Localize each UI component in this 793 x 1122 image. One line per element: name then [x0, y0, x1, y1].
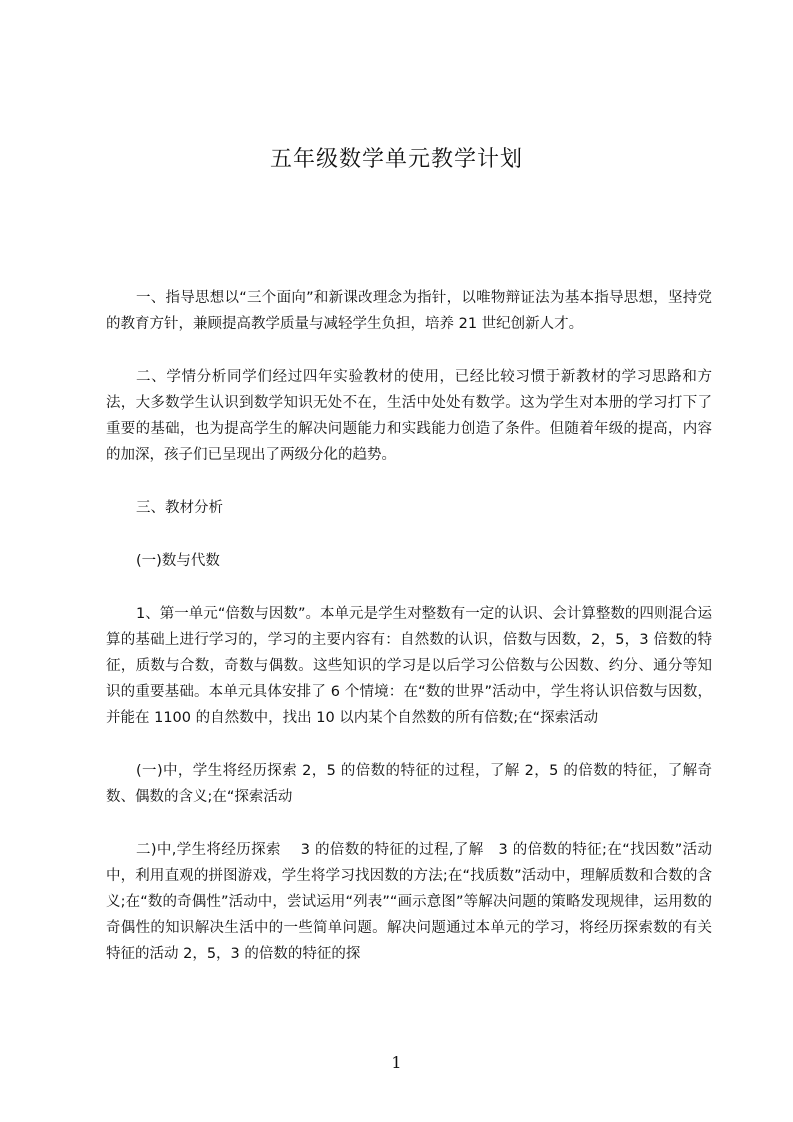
paragraph-guiding-thought: 一、指导思想以“三个面向”和新课改理念为指针，以唯物辩证法为基本指导思想，坚持党的教育方针，兼顾提高教学质量与减轻学生负担，培养 21 世纪创新人才。 [106, 290, 712, 332]
subsection-heading-numbers-algebra: (一)数与代数 [136, 553, 220, 569]
paragraph-explore-activity-two: 二)中,学生将经历探索 3 的倍数的特征的过程,了解 3 的倍数的特征;在“找因数”活动中，利用直观的拼图游戏，学生将学习找因数的方法;在“找质数”活动中，理解质数和合数的含义;在“数的奇偶性”活动中，尝试运用“列表”“画示意图”等解决问题的策略发现规律，运用数的奇偶性的知识解决生活中的一些简单问题。解决问题通过本单元的学习，将经历探索数的有关特征的活动 2，5，3 的倍数的特征的探 [106, 842, 712, 962]
paragraph-student-analysis: 二、学情分析同学们经过四年实验教材的使用，已经比较习惯于新教材的学习思路和方法，大多数学生认识到数学知识无处不在，生活中处处有数学。这为学生对本册的学习打下了重要的基础，也为提高学生的解决问题能力和实践能力创造了条件。但随着年级的提高，内容的加深，孩子们已呈现出了两级分化的趋势。 [106, 369, 712, 463]
page-number: 1 [391, 1053, 402, 1072]
paragraph-explore-activity-one: (一)中，学生将经历探索 2，5 的倍数的特征的过程，了解 2，5 的倍数的特征，了解奇数、偶数的含义;在“探索活动 [106, 763, 712, 805]
section-heading-material-analysis: 三、教材分析 [136, 500, 223, 516]
document-body [106, 285, 712, 994]
paragraph-unit-one: 1、第一单元“倍数与因数”。本单元是学生对整数有一定的认识、会计算整数的四则混合运算的基础上进行学习的，学习的主要内容有：自然数的认识，倍数与因数，2，5，3 倍数的特征，质数与合数，奇数与偶数。这些知识的学习是以后学习公倍数与公因数、约分、通分等知识的重要基础。本单元具体安排了 6 个情境：在“数的世界”活动中，学生将认识倍数与因数，并能在 1100 的自然数中，找出 10 以内某个自然数的所有倍数;在“探索活动 [106, 606, 712, 726]
document-title: 五年级数学单元教学计划 [269, 147, 523, 172]
